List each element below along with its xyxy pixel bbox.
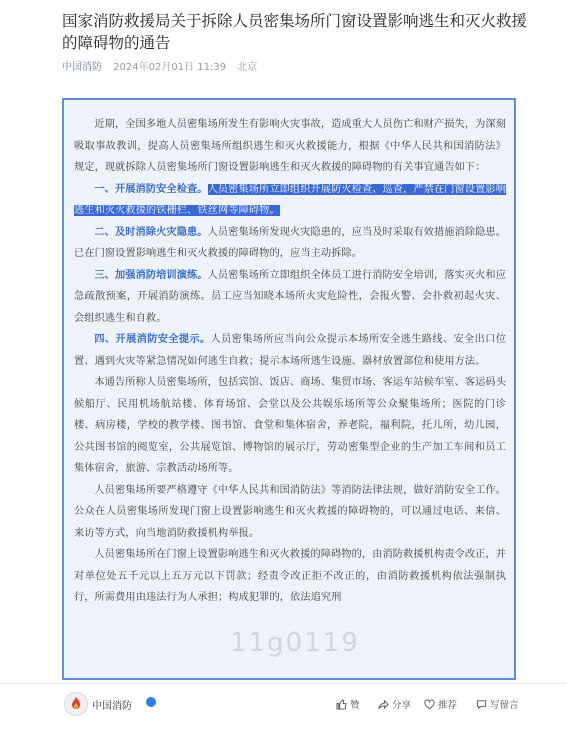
article-source[interactable]: 中国消防 [62,62,102,73]
notice-box [62,98,516,680]
section-1-highlighted-text[interactable]: 人员密集场所立即组织开展防火检查、巡查，严禁在门窗设置影响逃生和灭火救援的铁栅栏、铁丝网等障碍物。 [74,183,506,216]
like-button[interactable] [336,697,360,711]
section-3-body: 人员密集场所立即组织全体员工进行消防安全培训，落实灭火和应急疏散预案，开展消防演练。员工应当知晓本场所火灾危险性，会报火警、会扑救初起火灾、会组织逃生和自救。 [74,269,506,324]
comment-label: 写留言 [490,700,519,711]
intro-paragraph: 近期，全国多地人员密集场所发生有影响火灾事故，造成重大人员伤亡和财产损失，为深刻吸取事故教训，提高人员密集场所组织逃生和灭火救援能力，根据《中华人民共和国消防法》规定，现就拆除人员密集场所门窗设置影响逃生和灭火救援的障碍物的有关事宜通告如下： [74,119,506,173]
section-1 [74,179,506,222]
article-date: 2024年02月01日 11:39 [113,62,227,73]
share-icon [378,699,389,710]
watermark: 11g0119 [230,628,360,658]
recommend-label: 推荐 [438,700,458,711]
section-4-body: 人员密集场所应当向公众提示本场所安全逃生路线、安全出口位置、遇到火灾等紧急情况如何逃生自救；提示本场所逃生设施、器材放置部位和使用方法。 [74,334,506,367]
penalty-paragraph: 人员密集场所在门窗上设置影响逃生和灭火救援的障碍物的，由消防救援机构责令改正，并对单位处五千元以上五万元以下罚款；经责令改正拒不改正的，由消防救援机构依法强制执行，所需费用由违法行为人承担；构成犯罪的，依法追究刑 [74,549,506,603]
section-4-heading: 四、开展消防安全提示。 [94,334,211,345]
article-meta [62,58,265,73]
article-title: 国家消防救援局关于拆除人员密集场所门窗设置影响逃生和灭火救援的障碍物的通告 [62,12,528,52]
article-location: 北京 [237,62,258,73]
thumbs-up-icon [336,699,347,710]
heart-icon [424,699,435,710]
section-2-body: 人员密集场所发现火灾隐患的，应当及时采取有效措施消除隐患。已在门窗设置影响逃生和灭火救援的障碍物的，应当主动拆除。 [74,226,506,259]
recommend-button[interactable] [424,697,457,711]
share-button[interactable] [378,697,411,711]
comment-icon [476,699,487,710]
verified-badge-icon [146,697,156,707]
article-footer [0,683,567,724]
section-3 [74,265,506,330]
section-1-heading: 一、开展消防安全检查。 [94,183,208,195]
section-2 [74,222,506,265]
section-3-heading: 三、加强消防培训演练。 [94,269,208,281]
share-label: 分享 [392,700,412,711]
section-2-heading: 二、及时消除火灾隐患。 [94,226,208,238]
fire-emblem-icon [68,696,84,712]
author-name[interactable]: 中国消防 [92,701,132,712]
author-avatar[interactable] [64,692,88,716]
definition-paragraph: 本通告所称人员密集场所，包括宾馆、饭店、商场、集贸市场、客运车站候车室、客运码头候船厅、民用机场航站楼、体育场馆、会堂以及公共娱乐场所等公众聚集场所；医院的门诊楼、病房楼，学校的教学楼、图书馆、食堂和集体宿舍，养老院，福利院，托儿所，幼儿园，公共图书馆的阅览室，公共展览馆、博物馆的展示厅，劳动密集型企业的生产加工车间和员工集体宿舍，旅游、宗教活动场所等。 [74,377,506,474]
notice-content [74,114,506,609]
section-4 [74,329,506,372]
comment-button[interactable] [476,697,519,711]
compliance-paragraph: 人员密集场所要严格遵守《中华人民共和国消防法》等消防法律法规，做好消防安全工作。公众在人员密集场所发现门窗上设置影响逃生和灭火救援的障碍物的，可以通过电话、来信、来访等方式，向当地消防救援机构举报。 [74,484,506,539]
like-label: 赞 [350,700,360,711]
